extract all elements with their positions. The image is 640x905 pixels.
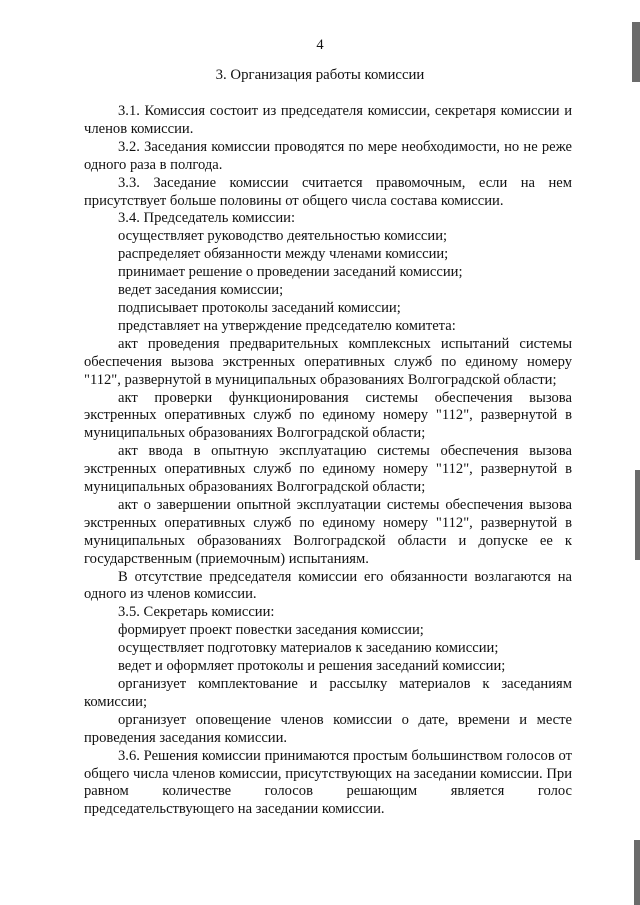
- scan-edge-shadow: [634, 840, 640, 905]
- chair-duty-item: принимает решение о проведении заседаний комиссии;: [118, 264, 463, 281]
- chair-duty-item: подписывает протоколы заседаний комиссии;: [118, 299, 401, 316]
- paragraph-3-5-heading: 3.5. Секретарь комиссии:: [118, 604, 275, 621]
- act-item: акт о завершении опытной эксплуатации системы обеспечения вызова экстренных оперативных служб по единому номеру "112", развернутой в муниципальных образованиях Волгоградской области и допуске ее к государственным (приемочным) испытаниям.: [84, 496, 572, 567]
- secretary-duty-item: организует комплектование и рассылку материалов к заседаниям комиссии;: [84, 676, 572, 710]
- chair-duty-item: распределяет обязанности между членами комиссии;: [118, 246, 449, 263]
- paragraph-3-6: 3.6. Решения комиссии принимаются простым большинством голосов от общего числа членов комиссии, присутствующих на заседании комиссии. При равном количестве голосов решающим является голос председательствующего на заседании комиссии.: [84, 747, 572, 818]
- chair-duty-item: осуществляет руководство деятельностью комиссии;: [118, 228, 448, 245]
- act-item: акт проверки функционирования системы обеспечения вызова экстренных оперативных служб по единому номеру "112", развернутой в муниципальных образованиях Волгоградской области;: [84, 389, 572, 442]
- paragraph-3-3: 3.3. Заседание комиссии считается правомочным, если на нем присутствует больше половины от общего числа состава комиссии.: [84, 174, 572, 209]
- act-item: акт ввода в опытную эксплуатацию системы обеспечения вызова экстренных оперативных служб по единому номеру "112", развернутой в муниципальных образованиях Волгоградской области;: [84, 443, 572, 496]
- chair-absence-paragraph: В отсутствие председателя комиссии его обязанности возлагаются на одного из членов комиссии.: [84, 568, 572, 603]
- act-item: акт проведения предварительных комплексных испытаний системы обеспечения вызова экстренных оперативных служб по единому номеру "112", развернутой в муниципальных образованиях Волгоградской области;: [84, 335, 572, 388]
- secretary-duty-item: ведет и оформляет протоколы и решения заседаний комиссии;: [118, 658, 506, 675]
- secretary-duty-item: формирует проект повестки заседания комиссии;: [118, 622, 424, 639]
- paragraph-3-4-heading: 3.4. Председатель комиссии:: [118, 210, 296, 227]
- scan-edge-shadow: [632, 22, 640, 82]
- document-body: [84, 103, 572, 819]
- secretary-duty-item: осуществляет подготовку материалов к заседанию комиссии;: [118, 640, 499, 657]
- section-title: 3. Организация работы комиссии: [215, 67, 425, 83]
- chair-duty-item: ведет заседания комиссии;: [118, 282, 284, 299]
- page-number: 4: [316, 37, 324, 53]
- secretary-duty-item: организует оповещение членов комиссии о дате, времени и месте проведения заседания комиссии.: [84, 711, 572, 746]
- chair-duty-item: представляет на утверждение председателю комитета:: [118, 317, 456, 334]
- paragraph-3-1: 3.1. Комиссия состоит из председателя комиссии, секретаря комиссии и членов комиссии.: [84, 103, 572, 137]
- paragraph-3-2: 3.2. Заседания комиссии проводятся по мере необходимости, но не реже одного раза в полгода.: [84, 138, 572, 173]
- scan-edge-shadow: [635, 470, 640, 560]
